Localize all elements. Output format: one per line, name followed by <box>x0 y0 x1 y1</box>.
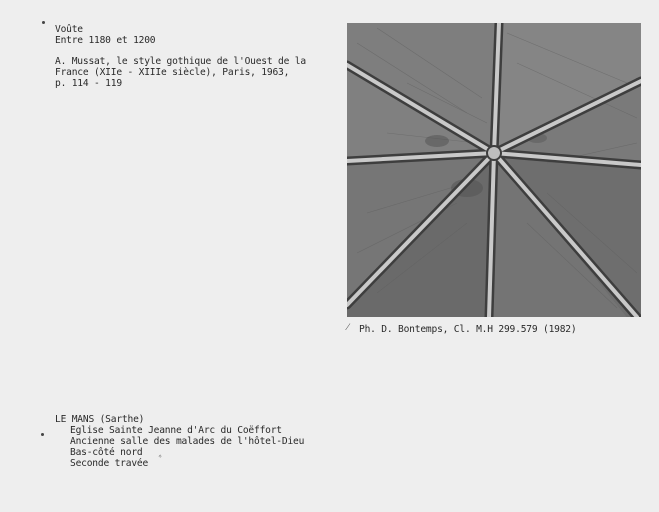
bullet-mark-bottom <box>41 433 44 436</box>
bullet-mark-top <box>42 21 45 24</box>
subject-title: Voûte <box>55 24 83 35</box>
reference-line-2: France (XIIe - XIIIe siècle), Paris, 1963, <box>55 67 290 78</box>
location-aisle: Bas-côté nord <box>70 447 143 458</box>
date-range: Entre 1180 et 1200 <box>55 35 156 46</box>
location-church: Eglise Sainte Jeanne d'Arc du Coëffort <box>70 425 282 436</box>
photo-credit: Ph. D. Bontemps, Cl. M.H 299.579 (1982) <box>359 324 577 335</box>
location-bay: Seconde travée <box>70 458 149 469</box>
location-room: Ancienne salle des malades de l'hôtel-Dieu <box>70 436 305 447</box>
reference-line-3: p. 114 - 119 <box>55 78 122 89</box>
reference-line-1: A. Mussat, le style gothique de l'Ouest de la <box>55 56 306 67</box>
stray-mark: ✧ <box>158 452 163 460</box>
vault-photograph-image <box>347 23 641 317</box>
caption-tick: ⁄ <box>347 322 349 333</box>
vault-photograph <box>347 23 641 317</box>
location-city: LE MANS (Sarthe) <box>55 414 145 425</box>
